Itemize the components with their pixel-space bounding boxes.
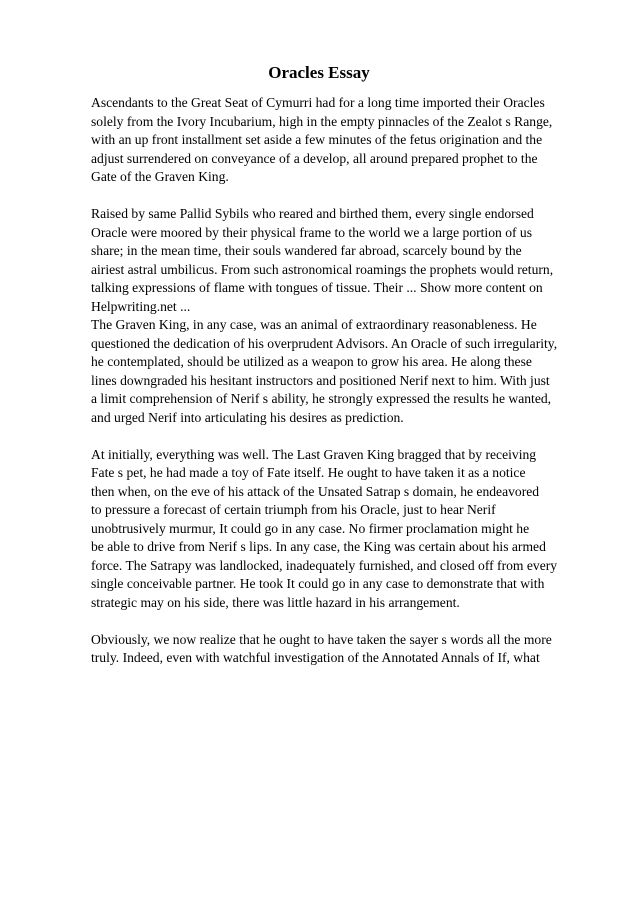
text-line: and urged Nerif into articulating his desires as prediction. bbox=[91, 409, 404, 425]
text-line: lines downgraded his hesitant instructors and positioned Nerif next to him. With just bbox=[91, 372, 550, 388]
paragraph-1 bbox=[91, 94, 601, 187]
paragraph-gap bbox=[91, 612, 601, 631]
text-line: to pressure a forecast of certain triumph from his Oracle, just to hear Nerif bbox=[91, 502, 496, 517]
text-line: single conceivable partner. He took It could go in any case to demonstrate that with bbox=[91, 576, 545, 591]
paragraph-5 bbox=[91, 631, 601, 668]
text-line: then when, on the eve of his attack of the Unsated Satrap s domain, he endeavored bbox=[91, 483, 540, 499]
text-line: Obviously, we now realize that he ought to have taken the sayer s words all the more bbox=[91, 631, 552, 647]
text-line: Raised by same Pallid Sybils who reared and birthed them, every single endorsed bbox=[91, 206, 534, 221]
text-line: At initially, everything was well. The Last Graven King bragged that by receiving bbox=[91, 446, 537, 462]
text-line: Ascendants to the Great Seat of Cymurri had for a long time imported their Oracles bbox=[91, 95, 545, 110]
text-line: adjust surrendered on conveyance of a develop, all around prepared prophet to the bbox=[91, 150, 538, 166]
text-line: Gate of the Graven King. bbox=[91, 169, 229, 184]
text-line: a limit comprehension of Nerif s ability, he strongly expressed the results he wanted, bbox=[91, 391, 552, 406]
text-line: airiest astral umbilicus. From such astronomical roamings the prophets would return, bbox=[91, 261, 554, 277]
text-line: The Graven King, in any case, was an animal of extraordinary reasonableness. He bbox=[91, 317, 537, 332]
paragraph-gap bbox=[91, 187, 601, 206]
paragraph-3 bbox=[91, 316, 601, 427]
text-line: Helpwriting.net ... bbox=[91, 298, 191, 314]
paragraph-gap bbox=[91, 427, 601, 446]
text-line: he contemplated, should be utilized as a weapon to grow his area. He along these bbox=[91, 354, 532, 369]
text-line: Oracle were moored by their physical frame to the world we a large portion of us bbox=[91, 224, 533, 240]
text-line: Fate s pet, he had made a toy of Fate itself. He ought to have taken it as a notice bbox=[91, 465, 526, 480]
text-line: be able to drive from Nerif s lips. In any case, the King was certain about his armed bbox=[91, 539, 546, 554]
text-line: strategic may on his side, there was little hazard in his arrangement. bbox=[91, 594, 460, 610]
text-line: force. The Satrapy was landlocked, inadequately furnished, and closed off from every bbox=[91, 557, 558, 573]
text-line: unobtrusively murmur, It could go in any case. No firmer proclamation might he bbox=[91, 520, 530, 536]
text-line: with an up front installment set aside a few minutes of the fetus origination and the bbox=[91, 132, 543, 147]
document-body bbox=[91, 94, 601, 668]
text-line: solely from the Ivory Incubarium, high in the empty pinnacles of the Zealot s Range, bbox=[91, 113, 553, 129]
text-line: talking expressions of flame with tongues of tissue. Their ... Show more content on bbox=[91, 280, 543, 295]
paragraph-2 bbox=[91, 205, 601, 316]
text-line: questioned the dedication of his overprudent Advisors. An Oracle of such irregularity, bbox=[91, 335, 558, 351]
text-line: share; in the mean time, their souls wandered far abroad, scarcely bound by the bbox=[91, 243, 522, 258]
document-title: Oracles Essay bbox=[268, 63, 370, 82]
paragraph-4 bbox=[91, 446, 601, 613]
text-line: truly. Indeed, even with watchful investigation of the Annotated Annals of If, what bbox=[91, 650, 540, 665]
